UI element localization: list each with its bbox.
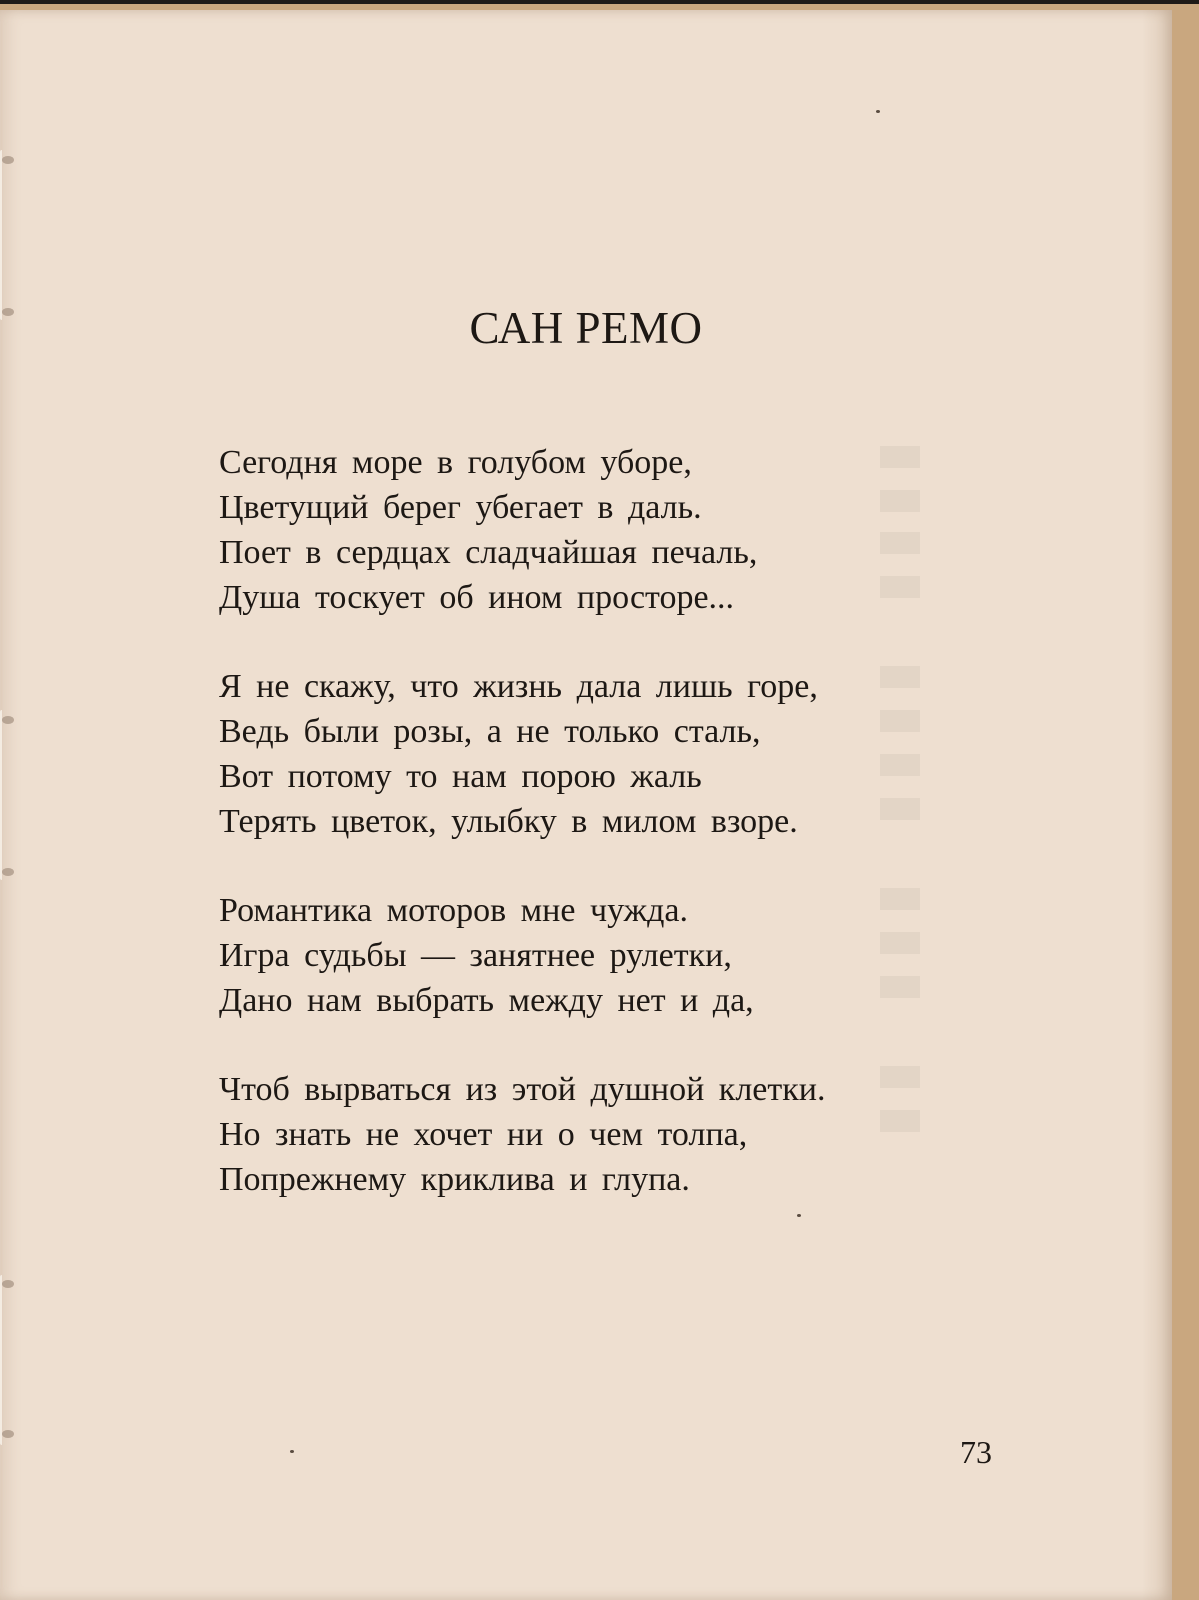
poem-body xyxy=(219,440,939,1246)
poem-line: Попрежнему криклива и глупа. xyxy=(219,1161,690,1198)
binding-hole xyxy=(2,716,14,724)
binding-stitch xyxy=(0,150,16,320)
binding-hole xyxy=(2,868,14,876)
binding-stitch xyxy=(0,710,16,880)
binding-hole xyxy=(2,156,14,164)
poem-line: Чтоб вырваться из этой душной клетки. xyxy=(219,1071,826,1108)
poem-line: Цветущий берег убегает в даль. xyxy=(219,489,702,526)
poem-line: Игра судьбы — занятнее рулетки, xyxy=(219,937,732,974)
stanza xyxy=(219,664,939,844)
stanza xyxy=(219,888,939,1023)
poem-line: Терять цветок, улыбку в милом взоре. xyxy=(219,803,798,840)
binding-hole xyxy=(2,1430,14,1438)
binding-hole xyxy=(2,1280,14,1288)
poem-line: Дано нам выбрать между нет и да, xyxy=(219,982,754,1019)
poem-line: Но знать не хочет ни о чем толпа, xyxy=(219,1116,748,1153)
stanza xyxy=(219,440,939,620)
poem-line: Романтика моторов мне чужда. xyxy=(219,892,688,929)
paper-speck xyxy=(290,1450,294,1453)
poem-line: Сегодня море в голубом уборе, xyxy=(219,444,692,481)
poem-line: Поет в сердцах сладчайшая печаль, xyxy=(219,534,758,571)
gutter-shadow xyxy=(1142,10,1172,1600)
poem-line: Ведь были розы, а не только сталь, xyxy=(219,713,761,750)
poem-line: Вот потому то нам порою жаль xyxy=(219,758,702,795)
binding-stitch xyxy=(0,1275,16,1445)
paper-speck xyxy=(876,110,880,113)
stanza xyxy=(219,1067,939,1202)
poem-title: САН РЕМО xyxy=(469,303,703,353)
page-sheet xyxy=(0,10,1172,1600)
poem-line: Я не скажу, что жизнь дала лишь горе, xyxy=(219,668,818,705)
poem-line: Душа тоскует об ином просторе... xyxy=(219,579,735,616)
page-number: 73 xyxy=(960,1434,992,1470)
